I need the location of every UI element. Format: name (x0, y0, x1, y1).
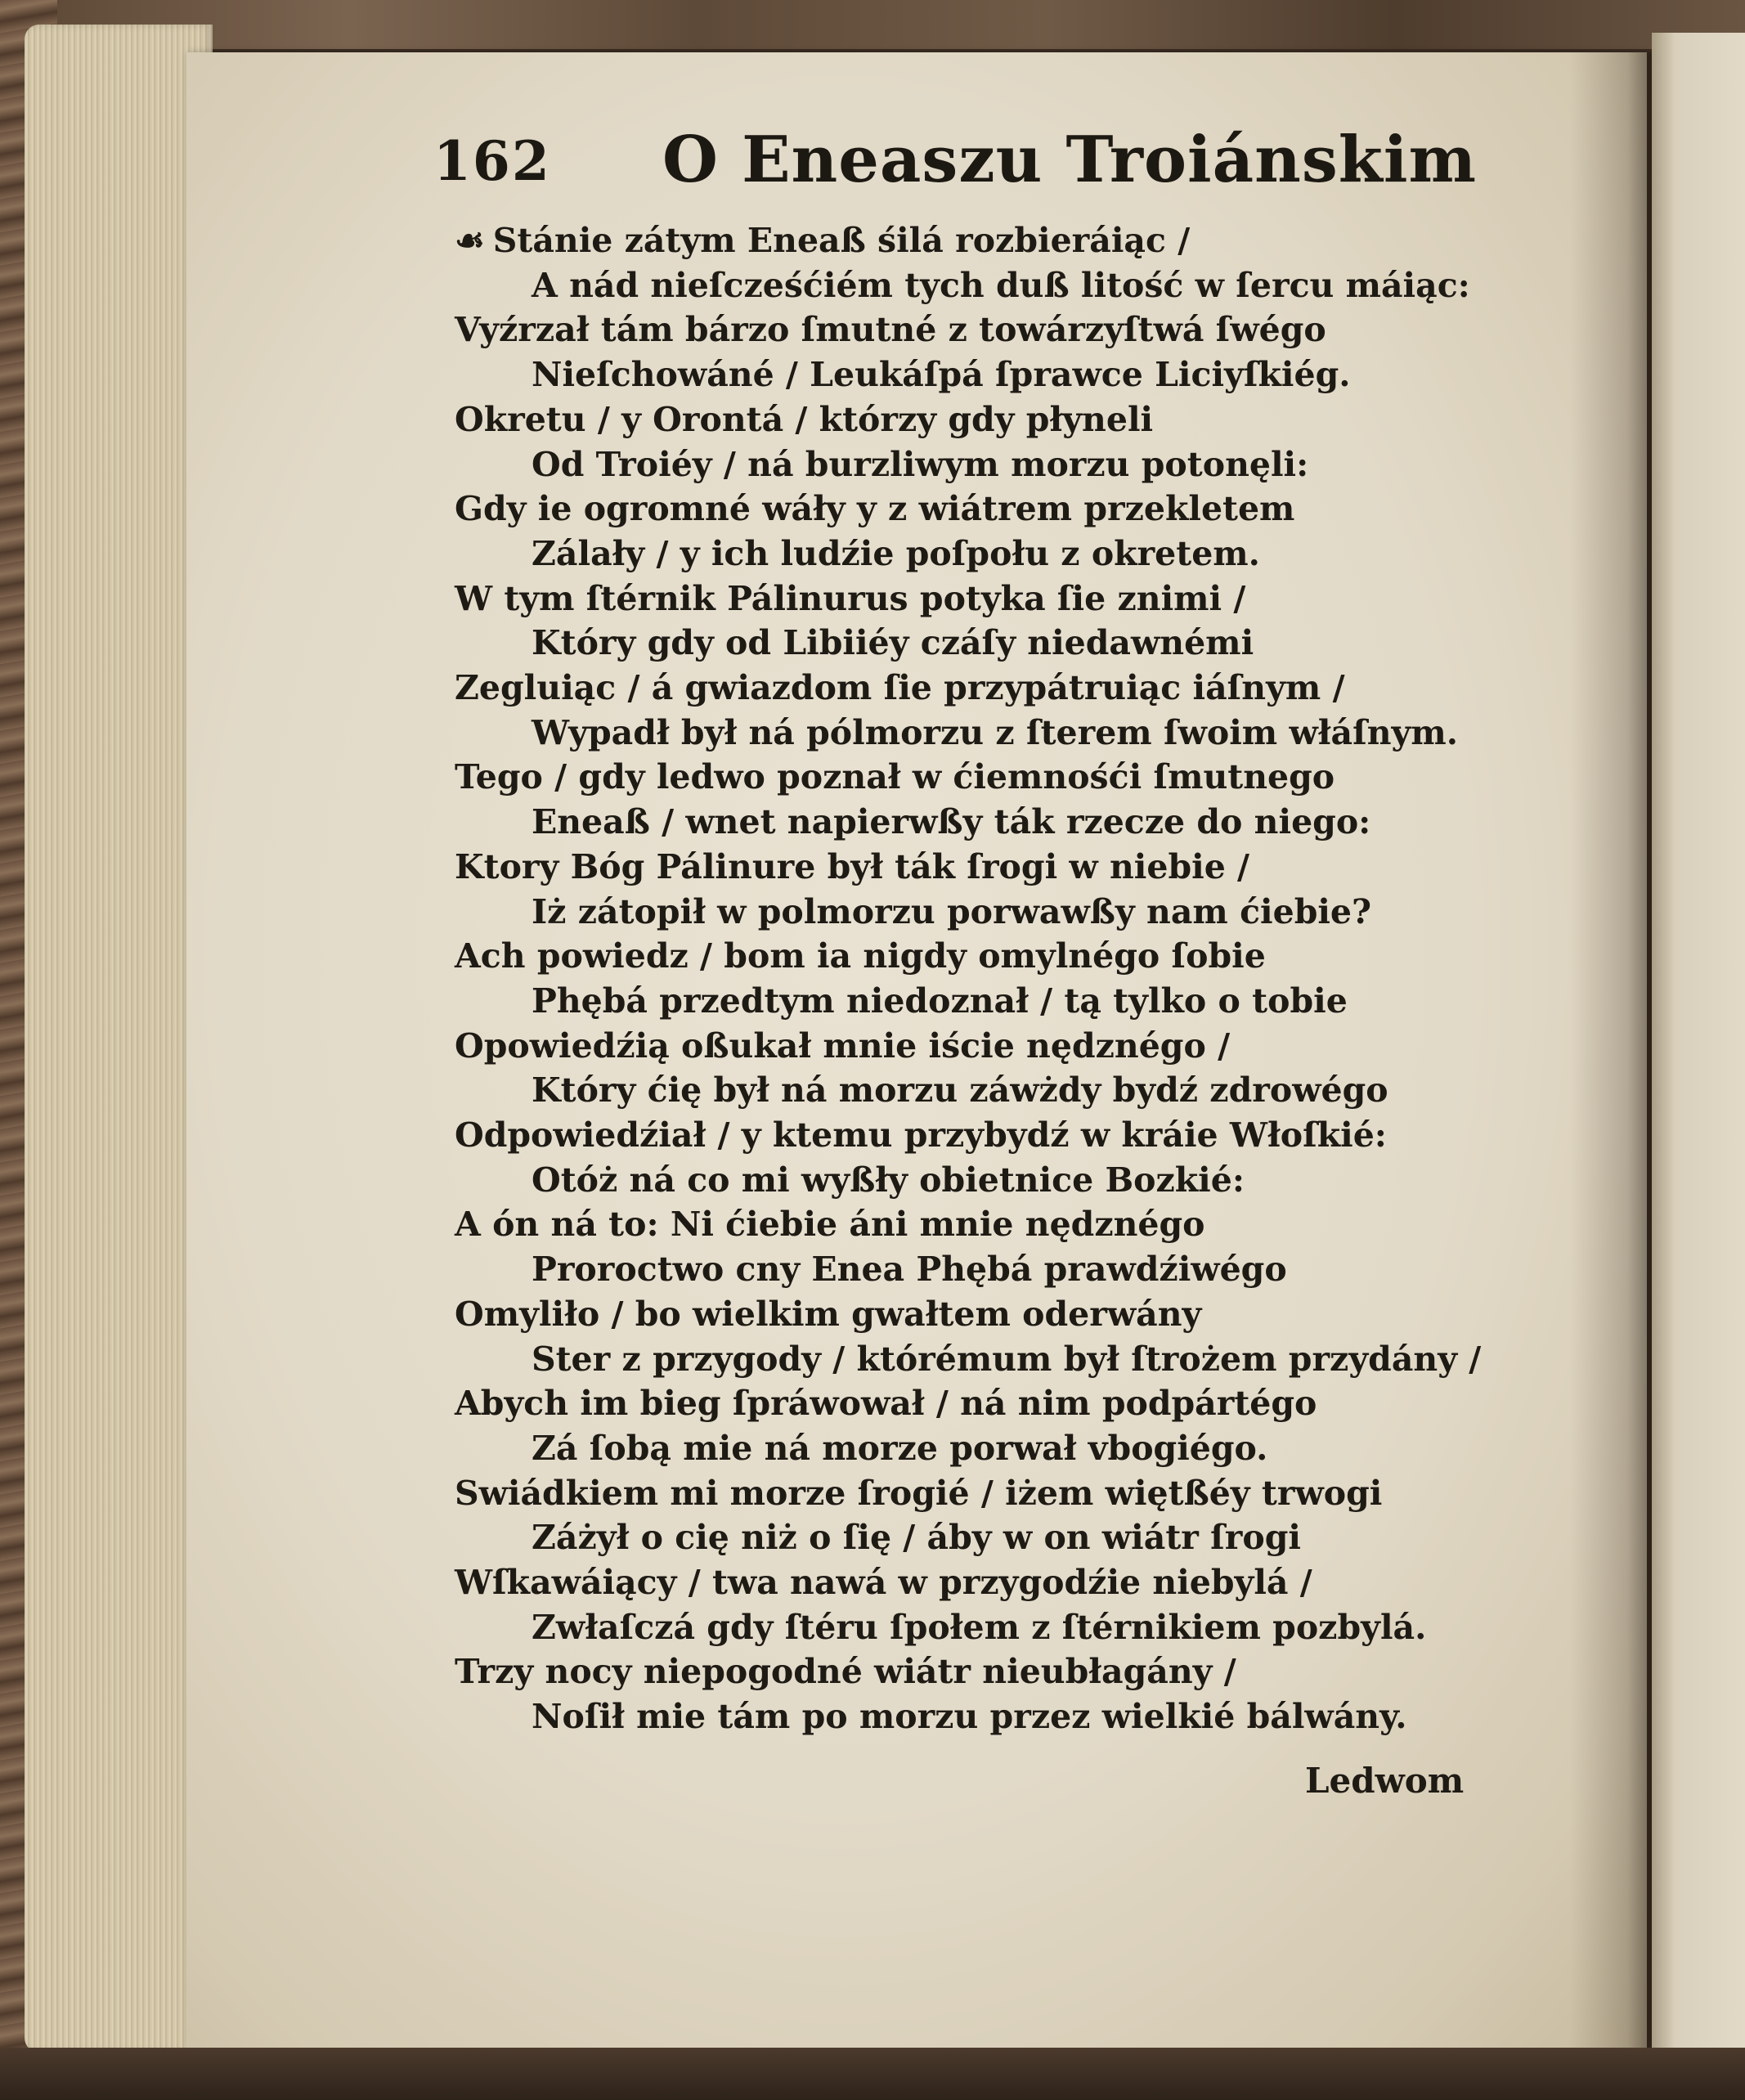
verse-line: Trzy nocy niepogodné wiátr nieubłagány / (455, 1652, 1236, 1691)
verse-line: Eneaß / wnet napierwßy ták rzecze do niego: (532, 802, 1371, 841)
verse-line: Proroctwo cny Enea Phębá prawdźiwégo (532, 1250, 1287, 1289)
verse-line: Omyliło / bo wielkim gwałtem oderwány (455, 1295, 1202, 1334)
page-edges (25, 25, 213, 2053)
verse-line: Iż zátopił w polmorzu porwawßy nam ćiebie? (532, 892, 1372, 931)
running-head: O Eneaszu Troiánskim (662, 123, 1477, 197)
verse-line: W tym ſtérnik Pálinurus potyka ſie znimi / (455, 579, 1246, 618)
verse-line: Odpowiedźiał / y ktemu przybydź w kráie Włoſkié: (455, 1115, 1387, 1155)
verse-line: Záżył o cię niż o ſię / áby w on wiátr ſrogi (532, 1518, 1301, 1557)
verse-line: Wypadł był ná pólmorzu z ſterem ſwoim włáſnym. (532, 713, 1459, 752)
verse-line: Vyźrzał tám bárzo ſmutné z towárzyſtwá ſwégo (455, 310, 1326, 349)
page-number: 162 (433, 129, 551, 193)
catchword: Ledwom (1305, 1761, 1465, 1801)
verse-line: Okretu / y Orontá / którzy gdy płyneli (455, 400, 1154, 439)
verse-line: A ón ná to: Ni ćiebie áni mnie nędznégo (455, 1205, 1205, 1244)
verse-line: A nád nieſcześćiém tych duß litość w ſercu máiąc: (532, 266, 1470, 305)
gutter-shadow (1570, 52, 1652, 2048)
verse-line: Tego / gdy ledwo poznał w ćiemnośći ſmutnego (455, 757, 1335, 796)
verse-line: Noſił mie tám po morzu przez wielkié bálwány. (532, 1697, 1407, 1736)
verse-line: Nieſchowáné / Leukáſpá ſprawce Liciyſkiég. (532, 355, 1351, 394)
verse-line: Gdy ie ogromné wáły y z wiátrem przekletem (455, 489, 1295, 528)
verse-line: Phębá przedtym niedoznał / tą tylko o tobie (532, 981, 1348, 1021)
pilcrow-icon: ☙ (455, 221, 485, 260)
verse-line: Który ćię był ná morzu záwżdy bydź zdrowégo (532, 1070, 1388, 1110)
verse-line: Który gdy od Libiiéy czáſy niedawnémi (532, 623, 1254, 662)
verse-line (455, 221, 1191, 260)
verse-line: Ster z przygody / którémum był ſtrożem przydány / (532, 1339, 1482, 1379)
verse-line: Zwłaſczá gdy ſtéru ſpołem z ſtérnikiem pozbylá. (532, 1608, 1427, 1647)
book-cover-top (0, 0, 1745, 49)
verse-line: Zá ſobą mie ná morze porwał vbogiégo. (532, 1429, 1268, 1468)
verse-line-text: Stánie zátym Eneaß śilá rozbieráiąc / (492, 221, 1191, 260)
bottom-shade (0, 2048, 1745, 2100)
verse-line: Abych im bieg ſpráwował / ná nim podpártégo (455, 1384, 1317, 1423)
verse-line: Swiádkiem mi morze ſrogié / iżem więtßéy trwogi (455, 1474, 1383, 1513)
verse-line: Od Troiéy / ná burzliwym morzu potonęli: (532, 445, 1309, 484)
verse-line: Ach powiedz / bom ia nigdy omylnégo ſobie (455, 936, 1266, 976)
verse-line: Wſkawáiący / twa nawá w przygodźie niebylá / (455, 1563, 1312, 1602)
verse-line: Zegluiąc / á gwiazdom ſie przypátruiąc iáſnym / (455, 668, 1345, 707)
verse-line: Zálały / y ich ludźie poſpołu z okretem. (532, 534, 1260, 573)
facing-page (1652, 33, 1745, 2100)
verse-line: Otóż ná co mi wyßły obietnice Bozkié: (532, 1160, 1245, 1200)
verse-line: Ktory Bóg Pálinure był ták ſrogi w niebie / (455, 847, 1250, 886)
verse-line: Opowiedźią oßukał mnie iście nędznégo / (455, 1026, 1231, 1066)
